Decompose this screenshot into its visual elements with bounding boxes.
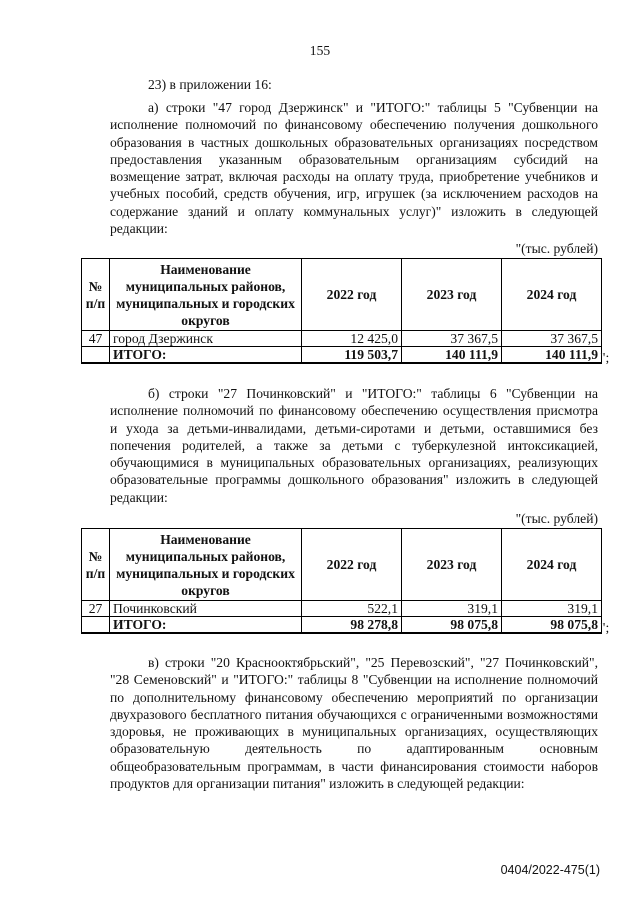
total-2024: 98 075,8 — [502, 617, 602, 634]
col-header-no: № п/п — [82, 259, 110, 331]
section-c-text: в) строки "20 Краснооктябрьский", "25 Перевозский", "27 Починковский", "28 Семеновский" и "ИТОГО:" таблицы 8 "Субвенции на исполнение полномочий по дополнительному финансовому обеспечению мероприятий по организации двухразового бесплатного питания обучающихся с ограниченными возможностями здоровья, не проживающих в муниципальных организациях, осуществляющих образовательную деятельность по адаптированным основным общеобразовательным программам, в части финансирования стоимости наборов продуктов для организации питания" изложить в следующей редакции: — [110, 655, 598, 792]
total-2023: 140 111,9 — [402, 347, 502, 364]
section-b-text: б) строки "27 Починковский" и "ИТОГО:" таблицы 6 "Субвенции на исполнение полномочий по финансовому обеспечению осуществления присмотра и ухода за детьми-инвалидами, детьми-сиротами и детьми, оставшимися без попечения родителей, а также за детьми с туберкулезной интоксикацией, обучающимися в муниципальных образовательных организациях, реализующих образовательные программы дошкольного образования" изложить в следующей редакции: — [110, 386, 598, 505]
total-row — [82, 347, 602, 364]
total-label: ИТОГО: — [110, 617, 302, 634]
col-header-name: Наименование муниципальных районов, муниципальных и городских округов — [110, 259, 302, 331]
col-header-2024: 2024 год — [502, 529, 602, 601]
row-2022: 522,1 — [302, 601, 402, 617]
section-b-unit: "(тыс. рублей) — [515, 511, 598, 526]
table-row — [82, 331, 602, 347]
row-2024: 319,1 — [502, 601, 602, 617]
document-code: 0404/2022-475(1) — [500, 863, 600, 877]
section-a-text: а) строки "47 город Дзержинск" и "ИТОГО:" таблицы 5 "Субвенции на исполнение полномочий по финансовому обеспечению получения дошкольного образования в частных дошкольных образовательных организациях посредством предоставления указанным образовательным организациям субсидий на возмещение затрат, включая расходы на оплату труда, приобретение учебников и учебных пособий, средств обучения, игр, игрушек (за исключением расходов на содержание зданий и оплату коммунальных услуг)" изложить в следующей редакции: — [110, 100, 598, 237]
row-name: город Дзержинск — [110, 331, 302, 347]
total-row — [82, 617, 602, 634]
table-6-closing: "; — [600, 620, 610, 635]
row-2023: 319,1 — [402, 601, 502, 617]
col-header-2023: 2023 год — [402, 259, 502, 331]
row-2024: 37 367,5 — [502, 331, 602, 347]
page-number: 155 — [309, 43, 331, 58]
table-5 — [81, 258, 602, 364]
row-no: 27 — [82, 601, 110, 617]
section-a-unit: "(тыс. рублей) — [515, 241, 598, 256]
col-header-2024: 2024 год — [502, 259, 602, 331]
row-name: Починковский — [110, 601, 302, 617]
table-6 — [81, 528, 602, 634]
row-no: 47 — [82, 331, 110, 347]
row-2022: 12 425,0 — [302, 331, 402, 347]
total-label: ИТОГО: — [110, 347, 302, 364]
total-2022: 98 278,8 — [302, 617, 402, 634]
col-header-2023: 2023 год — [402, 529, 502, 601]
total-2023: 98 075,8 — [402, 617, 502, 634]
row-2023: 37 367,5 — [402, 331, 502, 347]
intro-text: 23) в приложении 16: — [148, 77, 272, 92]
total-2022: 119 503,7 — [302, 347, 402, 364]
col-header-no: № п/п — [82, 529, 110, 601]
table-row — [82, 601, 602, 617]
col-header-2022: 2022 год — [302, 259, 402, 331]
total-2024: 140 111,9 — [502, 347, 602, 364]
col-header-2022: 2022 год — [302, 529, 402, 601]
table-5-closing: "; — [600, 350, 610, 365]
col-header-name: Наименование муниципальных районов, муниципальных и городских округов — [110, 529, 302, 601]
